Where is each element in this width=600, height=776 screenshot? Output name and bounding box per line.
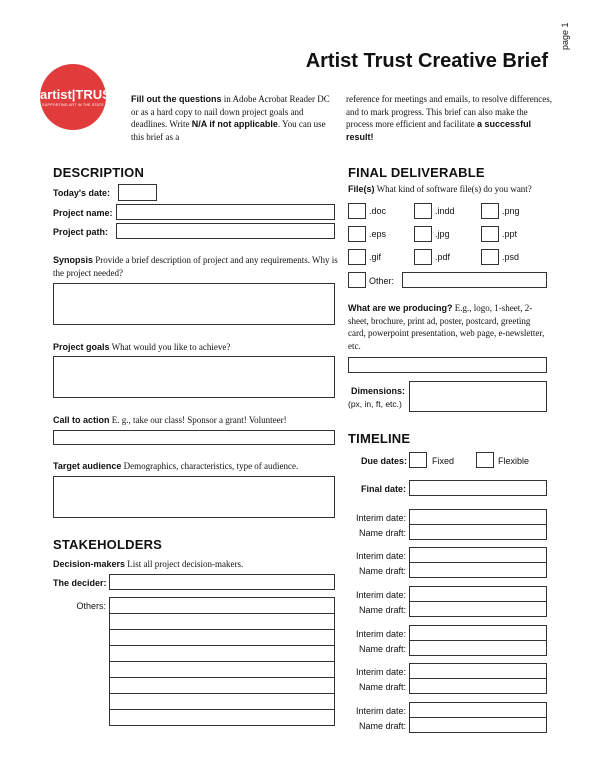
jpg-checkbox[interactable] xyxy=(414,226,432,242)
name-draft-label: Name draft: xyxy=(358,682,406,692)
page-number: page 1 xyxy=(560,22,570,50)
interim-date-label: Interim date: xyxy=(355,513,406,523)
others-label: Others: xyxy=(76,601,106,611)
interim-date-label: Interim date: xyxy=(355,629,406,639)
name-draft-field[interactable] xyxy=(409,640,547,656)
producing-prompt: What are we producing? E.g., logo, 1-sheet, 2-sheet, brochure, print ad, poster, postcard, greeting card, powerpoint presentation, web page, e-newsletter, etc. xyxy=(348,303,545,351)
pdf-label: .pdf xyxy=(435,252,451,262)
name-draft-label: Name draft: xyxy=(358,644,406,654)
name-draft-field[interactable] xyxy=(409,524,547,540)
other-label: Other: xyxy=(369,276,395,286)
logo-word: artist|TRUST xyxy=(40,87,119,102)
project-name-label: Project name: xyxy=(53,208,113,218)
others-field[interactable] xyxy=(109,709,335,726)
logo-tagline: SUPPORTING ART IN THE STATE xyxy=(42,103,104,107)
todays-date-label: Today's date: xyxy=(53,188,110,198)
others-field[interactable] xyxy=(109,677,335,694)
files-prompt: File(s) What kind of software file(s) do you want? xyxy=(348,184,532,194)
project-path-field[interactable] xyxy=(116,223,335,239)
project-name-field[interactable] xyxy=(116,204,335,220)
decider-label: The decider: xyxy=(53,578,107,588)
interim-date-field[interactable] xyxy=(409,547,547,563)
final-date-label: Final date: xyxy=(361,484,407,494)
interim-date-label: Interim date: xyxy=(355,551,406,561)
others-field[interactable] xyxy=(109,597,335,614)
producing-field[interactable] xyxy=(348,357,547,373)
final-deliverable-heading: FINAL DELIVERABLE xyxy=(348,165,485,180)
synopsis-prompt: Synopsis Provide a brief description of project and any requirements. Why is the project needed? xyxy=(53,255,338,278)
todays-date-field[interactable] xyxy=(118,184,157,201)
png-checkbox[interactable] xyxy=(481,203,499,219)
flexible-label: Flexible xyxy=(498,456,530,466)
name-draft-field[interactable] xyxy=(409,678,547,694)
call-to-action-field[interactable] xyxy=(53,430,335,445)
name-draft-field[interactable] xyxy=(409,601,547,617)
interim-date-field[interactable] xyxy=(409,702,547,718)
gif-checkbox[interactable] xyxy=(348,249,366,265)
doc-checkbox[interactable] xyxy=(348,203,366,219)
interim-date-label: Interim date: xyxy=(355,667,406,677)
name-draft-label: Name draft: xyxy=(358,528,406,538)
interim-date-label: Interim date: xyxy=(355,590,406,600)
others-field[interactable] xyxy=(109,613,335,630)
stakeholders-heading: STAKEHOLDERS xyxy=(53,537,163,552)
interim-date-field[interactable] xyxy=(409,663,547,679)
others-field[interactable] xyxy=(109,629,335,646)
project-goals-prompt: Project goals What would you like to achieve? xyxy=(53,342,231,352)
page-title: Artist Trust Creative Brief xyxy=(305,50,548,72)
name-draft-field[interactable] xyxy=(409,717,547,733)
project-path-label: Project path: xyxy=(53,227,109,237)
others-field[interactable] xyxy=(109,693,335,710)
interim-date-label: Interim date: xyxy=(355,706,406,716)
eps-checkbox[interactable] xyxy=(348,226,366,242)
target-audience-prompt: Target audience Demographics, characteristics, type of audience. xyxy=(53,461,299,471)
flexible-checkbox[interactable] xyxy=(476,452,494,468)
artist-trust-logo xyxy=(40,64,119,130)
dimensions-field[interactable] xyxy=(409,381,547,412)
others-field[interactable] xyxy=(109,645,335,662)
jpg-label: .jpg xyxy=(435,229,450,239)
ppt-label: .ppt xyxy=(502,229,518,239)
png-label: .png xyxy=(502,206,520,216)
psd-checkbox[interactable] xyxy=(481,249,499,265)
name-draft-label: Name draft: xyxy=(358,721,406,731)
interim-date-field[interactable] xyxy=(409,509,547,525)
final-date-field[interactable] xyxy=(409,480,547,496)
indd-label: .indd xyxy=(435,206,455,216)
project-goals-field[interactable] xyxy=(53,356,335,398)
others-field[interactable] xyxy=(109,661,335,678)
other-checkbox[interactable] xyxy=(348,272,366,288)
eps-label: .eps xyxy=(369,229,387,239)
timeline-heading: TIMELINE xyxy=(348,431,411,446)
name-draft-field[interactable] xyxy=(409,562,547,578)
name-draft-label: Name draft: xyxy=(358,605,406,615)
ppt-checkbox[interactable] xyxy=(481,226,499,242)
doc-label: .doc xyxy=(369,206,387,216)
due-dates-label: Due dates: xyxy=(361,456,408,466)
target-audience-field[interactable] xyxy=(53,476,335,518)
description-heading: DESCRIPTION xyxy=(53,165,145,180)
interim-date-field[interactable] xyxy=(409,586,547,602)
interim-date-field[interactable] xyxy=(409,625,547,641)
fixed-label: Fixed xyxy=(432,456,455,466)
indd-checkbox[interactable] xyxy=(414,203,432,219)
intro-right: reference for meetings and emails, to resolve differences, and to mark progress. This brief can also make the process more efficient and facilitate a successful result! xyxy=(346,94,552,142)
pdf-checkbox[interactable] xyxy=(414,249,432,265)
dimensions-label: Dimensions: xyxy=(351,386,406,396)
dimensions-units: (px, in, ft, etc.) xyxy=(348,399,402,409)
psd-label: .psd xyxy=(502,252,520,262)
name-draft-label: Name draft: xyxy=(358,566,406,576)
other-field[interactable] xyxy=(402,272,547,288)
fixed-checkbox[interactable] xyxy=(409,452,427,468)
call-to-action-prompt: Call to action E. g., take our class! Sponsor a grant! Volunteer! xyxy=(53,415,287,425)
gif-label: .gif xyxy=(369,252,382,262)
decider-field[interactable] xyxy=(109,574,335,590)
synopsis-field[interactable] xyxy=(53,283,335,325)
intro-left: Fill out the questions in Adobe Acrobat Reader DC or as a hard copy to nail down project goals and deadlines. Write N/A if not applicable. You can use this brief as a xyxy=(131,94,330,142)
decision-makers-prompt: Decision-makers List all project decision-makers. xyxy=(53,559,244,569)
